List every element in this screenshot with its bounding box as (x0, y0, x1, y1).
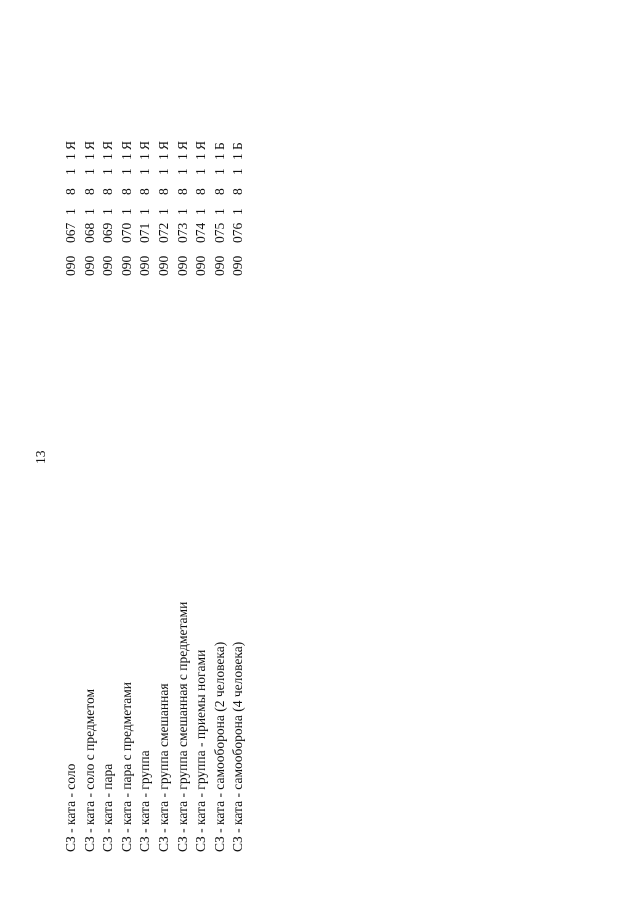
code-part: 090 (174, 255, 190, 276)
discipline-codes (62, 136, 248, 276)
code-row (136, 136, 155, 276)
code-part: 1 (100, 168, 116, 175)
discipline-name: СЗ - ката - пара (100, 763, 116, 852)
discipline-name: СЗ - ката - соло (63, 763, 78, 852)
code-part: 1 (155, 153, 171, 160)
code-part: Я (118, 140, 134, 150)
code-row (118, 136, 137, 276)
code-part: 090 (155, 255, 171, 276)
code-part: 8 (137, 188, 153, 195)
code-part: 1 (211, 208, 227, 215)
code-part: 067 (63, 222, 78, 243)
code-part: 1 (230, 208, 246, 215)
code-part: 090 (63, 255, 78, 276)
code-row (174, 136, 193, 276)
code-part: 8 (63, 188, 78, 195)
code-part: 1 (81, 168, 97, 175)
code-part: 073 (174, 222, 190, 243)
code-part: 1 (100, 208, 116, 215)
code-part: 1 (63, 208, 78, 215)
code-part: 1 (211, 168, 227, 175)
code-part: 8 (230, 188, 246, 195)
code-part: 1 (137, 153, 153, 160)
code-part: 1 (81, 208, 97, 215)
discipline-name: СЗ - ката - группа смешанная с предметами (174, 601, 190, 852)
code-part: 8 (100, 188, 116, 195)
sport-discipline-names (62, 602, 248, 852)
code-part: 1 (63, 168, 78, 175)
code-part: 090 (193, 255, 209, 276)
discipline-name: СЗ - ката - самооборона (4 человека) (230, 641, 246, 852)
code-row (62, 136, 81, 276)
code-part: 8 (118, 188, 134, 195)
code-part: Я (174, 140, 190, 150)
discipline-name: СЗ - ката - группа - приемы ногами (193, 649, 209, 852)
code-part: 8 (81, 188, 97, 195)
code-part: 074 (193, 222, 209, 243)
code-part: 1 (118, 208, 134, 215)
code-part: 090 (100, 255, 116, 276)
code-part: 1 (118, 168, 134, 175)
code-part: Б (230, 142, 246, 150)
code-row (99, 136, 118, 276)
code-row (81, 136, 100, 276)
discipline-name: СЗ - ката - пара с предметами (118, 681, 134, 852)
code-part: Б (211, 142, 227, 150)
code-part: 1 (63, 153, 78, 160)
code-part: 070 (118, 222, 134, 243)
code-part: 1 (155, 208, 171, 215)
code-row (155, 136, 174, 276)
code-part: 1 (174, 208, 190, 215)
code-part: 1 (118, 153, 134, 160)
code-part: 1 (230, 153, 246, 160)
code-part: 071 (137, 222, 153, 243)
discipline-name: СЗ - ката - самооборона (2 человека) (211, 641, 227, 852)
code-part: 076 (230, 222, 246, 243)
code-part: 8 (211, 188, 227, 195)
discipline-name: СЗ - ката - группа (137, 750, 153, 852)
code-part: 072 (155, 222, 171, 243)
code-part: 069 (100, 222, 116, 243)
code-part: 1 (155, 168, 171, 175)
code-part: 090 (230, 255, 246, 276)
code-part: 068 (81, 222, 97, 243)
code-part: 1 (100, 153, 116, 160)
code-part: 8 (193, 188, 209, 195)
code-part: 1 (193, 208, 209, 215)
code-row (229, 136, 248, 276)
code-part: 090 (137, 255, 153, 276)
code-part: 1 (137, 208, 153, 215)
code-part: 1 (137, 168, 153, 175)
code-part: Я (100, 140, 116, 150)
discipline-name: СЗ - ката - группа смешанная (155, 683, 171, 852)
code-row (192, 136, 211, 276)
code-part: 1 (211, 153, 227, 160)
code-row (211, 136, 230, 276)
code-part: 1 (174, 168, 190, 175)
code-part: 8 (155, 188, 171, 195)
code-part: 1 (230, 168, 246, 175)
code-part: Я (63, 140, 78, 150)
code-part: 8 (174, 188, 190, 195)
code-part: Я (81, 140, 97, 150)
code-part: 090 (81, 255, 97, 276)
code-part: Я (193, 140, 209, 150)
code-part: 075 (211, 222, 227, 243)
page-number: 13 (33, 450, 48, 464)
code-part: 1 (193, 168, 209, 175)
code-part: Я (155, 140, 171, 150)
code-part: 1 (81, 153, 97, 160)
code-part: 1 (174, 153, 190, 160)
code-part: 1 (193, 153, 209, 160)
code-part: 090 (211, 255, 227, 276)
code-part: 090 (118, 255, 134, 276)
discipline-name: СЗ - ката - соло с предметом (81, 688, 97, 852)
code-part: Я (137, 140, 153, 150)
